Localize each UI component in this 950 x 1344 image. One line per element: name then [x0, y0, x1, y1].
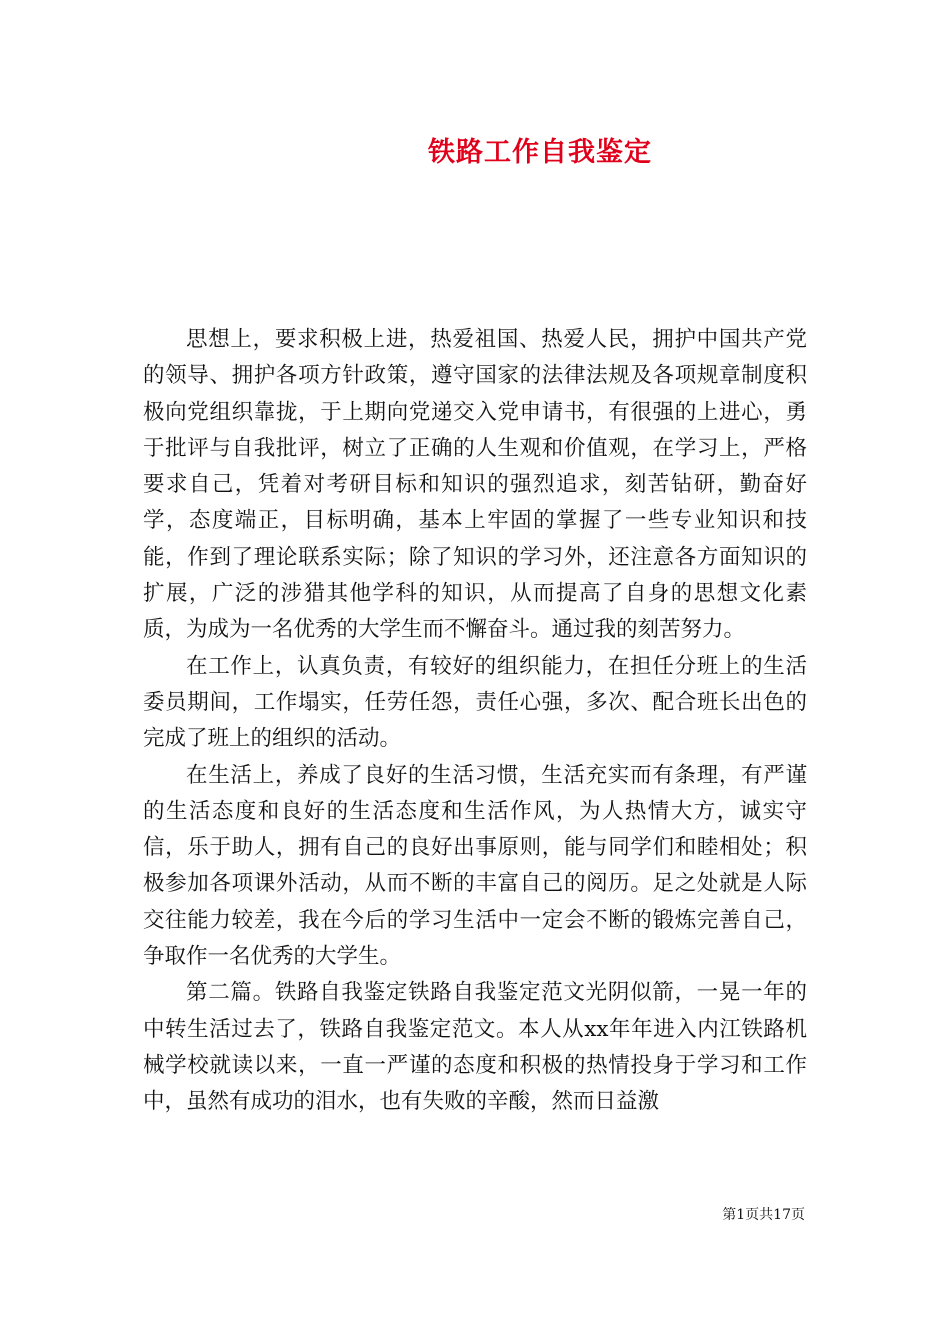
page-number: 第1页共17页 — [722, 1207, 805, 1223]
paragraph-second-article: 第二篇。铁路自我鉴定铁路自我鉴定范文光阴似箭，一晃一年的中转生活过去了，铁路自我鉴定范文。本人从xx年年进入内江铁路机械学校就读以来，一直一严谨的态度和积极的热情投身于学习和工作中，虽然有成功的泪水，也有失败的辛酸，然而日益激 — [143, 980, 807, 1115]
paragraph-thought: 思想上，要求积极上进，热爱祖国、热爱人民，拥护中国共产党的领导、拥护各项方针政策，遵守国家的法律法规及各项规章制度积极向党组织靠拢，于上期向党递交入党申请书，有很强的上进心，勇于批评与自我批评，树立了正确的人生观和价值观，在学习上，严格要求自己，凭着对考研目标和知识的强烈追求，刻苦钻研，勤奋好学，态度端正，目标明确，基本上牢固的掌握了一些专业知识和技能，作到了理论联系实际；除了知识的学习外，还注意各方面知识的扩展，广泛的涉猎其他学科的知识，从而提高了自身的思想文化素质，为成为一名优秀的大学生而不懈奋斗。通过我的刻苦努力。 — [143, 327, 807, 643]
paragraph-work: 在工作上，认真负责，有较好的组织能力，在担任分班上的生活委员期间，工作塌实，任劳任怨，责任心强，多次、配合班长出色的完成了班上的组织的活动。 — [143, 653, 807, 752]
document-body — [143, 322, 807, 1121]
document-title: 铁路工作自我鉴定 — [428, 137, 652, 168]
paragraph-life: 在生活上，养成了良好的生活习惯，生活充实而有条理，有严谨的生活态度和良好的生活态度和生活作风，为人热情大方，诚实守信，乐于助人，拥有自己的良好出事原则，能与同学们和睦相处；积极参加各项课外活动，从而不断的丰富自己的阅历。足之处就是人际交往能力较差，我在今后的学习生活中一定会不断的锻炼完善自己，争取作一名优秀的大学生。 — [143, 762, 807, 970]
